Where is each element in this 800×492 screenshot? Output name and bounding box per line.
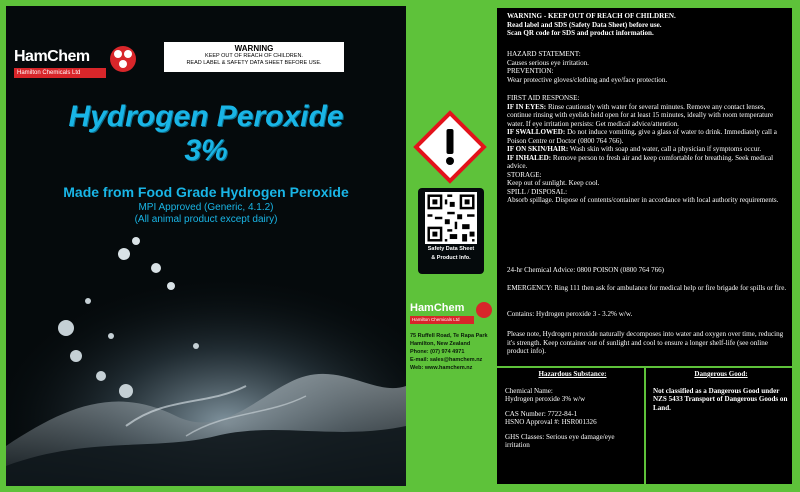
brand-name-small: HamChem: [410, 302, 465, 314]
ghs-classes: Serious eye damage/eye irritation: [505, 432, 615, 449]
product-title: Hydrogen Peroxide: [68, 100, 344, 133]
cas-heading: CAS Number:: [505, 409, 546, 418]
molecule-icon: [110, 46, 136, 72]
back-label-panel: [495, 6, 794, 486]
hsno-heading: HSNO Approval #:: [505, 418, 560, 426]
chem-advice-text: 0800 POISON (0800 764 766): [576, 266, 665, 274]
hazardous-substance-box: [505, 370, 640, 450]
shelf-life-note: Please note, Hydrogen peroxide naturally decomposes into water and oxygen over time, reducing it's strength. Keep container out of sunlight and cool to ensure a longer shelf-life (see online product info).: [507, 330, 784, 355]
hazardous-heading: Hazardous Substance:: [538, 370, 607, 378]
address-line-1: 75 Ruffell Road, Te Rapa Park: [410, 333, 488, 339]
storage-text: Keep out of sunlight. Keep cool.: [507, 179, 600, 187]
warning-line-2: READ LABEL & SAFETY DATA SHEET BEFORE USE.: [186, 60, 322, 66]
ghs-heading: GHS Classes:: [505, 432, 545, 441]
address-line-2: Hamilton, New Zealand: [410, 341, 471, 347]
product-subtitle: Made from Food Grade Hydrogen Peroxide: [63, 184, 349, 200]
inhaled-heading: IF INHALED:: [507, 153, 552, 162]
swallowed-heading: IF SWALLOWED:: [507, 128, 566, 136]
front-panel: [6, 6, 406, 486]
hsno-number: HSR001326: [561, 418, 597, 426]
top-warning-3: Scan QR code for SDS and product information.: [507, 29, 654, 37]
qr-caption-1: Safety Data Sheet: [427, 246, 475, 252]
skin-heading: IF ON SKIN/HAIR:: [507, 145, 569, 153]
chem-advice: [507, 266, 787, 275]
spill-heading: SPILL / DISPOSAL:: [507, 187, 568, 196]
company-address-block: [410, 302, 492, 372]
hamchem-logo: [14, 46, 154, 86]
address-web[interactable]: Web: www.hamchem.nz: [410, 365, 473, 371]
hamchem-logo-small: [410, 302, 492, 332]
first-aid-heading: FIRST AID RESPONSE:: [507, 94, 580, 102]
eyes-heading: IF IN EYES:: [507, 102, 547, 111]
contains-text: Hydrogen peroxide 3 - 3.2% w/w.: [535, 310, 633, 318]
chem-name: Hydrogen peroxide 3% w/w: [505, 395, 586, 403]
hazard-section: [507, 50, 787, 84]
swallowed-text: Do not induce vomiting, give a glass of water to drink. Immediately call a Poison Centre or Doctor (0800 764 766).: [507, 128, 777, 145]
dangerous-good-box: [653, 370, 789, 412]
first-aid-section: [507, 94, 787, 205]
water-splash-image: [6, 236, 406, 486]
qr-caption-2: & Product Info.: [431, 255, 471, 261]
dangerous-text: Not classified as a Dangerous Good under NZS 5433 Transport of Dangerous Goods on Land.: [653, 386, 788, 412]
qr-code-block[interactable]: [418, 188, 484, 274]
skin-text: Wash skin with soap and water, call a physician if symptoms occur.: [569, 145, 762, 153]
warning-title: WARNING: [234, 44, 274, 53]
brand-subname-small: Hamilton Chemicals Ltd: [410, 316, 474, 324]
brand-subname: Hamilton Chemicals Ltd: [14, 68, 106, 78]
address-phone: Phone: (07) 974 4971: [410, 349, 465, 355]
product-concentration: 3%: [184, 134, 228, 167]
hazard-text: Causes serious eye irritation.: [507, 58, 589, 67]
chem-advice-heading: 24-hr Chemical Advice:: [507, 266, 576, 274]
storage-heading: STORAGE:: [507, 170, 542, 179]
prevention-heading: PREVENTION:: [507, 67, 554, 75]
top-warning-1: WARNING - KEEP OUT OF REACH OF CHILDREN.: [507, 12, 676, 20]
spill-text: Absorb spillage. Dispose of contents/container in accordance with local authority requirements.: [507, 196, 779, 204]
molecule-icon-small: [476, 302, 492, 318]
ghs-exclamation-icon: [413, 110, 487, 184]
brand-name: HamChem: [14, 48, 90, 65]
top-warning: [507, 12, 787, 38]
eyes-text: Rinse cautiously with water for several minutes. Remove any contact lenses, continue rinsing with eyelids held open for at least 15 minutes, ideally with room temperature water. If eye irritation persists: Get medical advice/attention.: [507, 102, 774, 128]
animal-usage: (All animal product except dairy): [134, 214, 278, 225]
prevention-text: Wear protective gloves/clothing and eye/face protection.: [507, 75, 668, 84]
address-email[interactable]: E-mail: sales@hamchem.nz: [410, 357, 483, 363]
dangerous-heading: Dangerous Good:: [694, 370, 748, 378]
box-divider-vertical: [644, 366, 646, 484]
emergency-section: [507, 284, 787, 293]
cas-number: 7722-84-1: [547, 409, 578, 418]
mpi-approval: MPI Approved (Generic, 4.1.2): [138, 202, 274, 213]
emergency-heading: EMERGENCY:: [507, 284, 553, 292]
qr-code-icon[interactable]: [425, 192, 477, 244]
inhaled-text: Remove person to fresh air and keep comfortable for breathing. Seek medical advice.: [507, 153, 774, 170]
emergency-text: Ring 111 then ask for ambulance for medical help or fire brigade for spills or fire.: [554, 284, 787, 292]
chem-name-heading: Chemical Name:: [505, 386, 553, 395]
warning-box: [164, 42, 344, 72]
contains-heading: Contains:: [507, 310, 535, 318]
warning-line-1: KEEP OUT OF REACH OF CHILDREN.: [205, 53, 303, 59]
hazard-heading: HAZARD STATEMENT:: [507, 50, 581, 58]
top-warning-2: Read label and SDS (Safety Data Sheet) before use.: [507, 20, 662, 29]
contains-section: [507, 310, 787, 319]
